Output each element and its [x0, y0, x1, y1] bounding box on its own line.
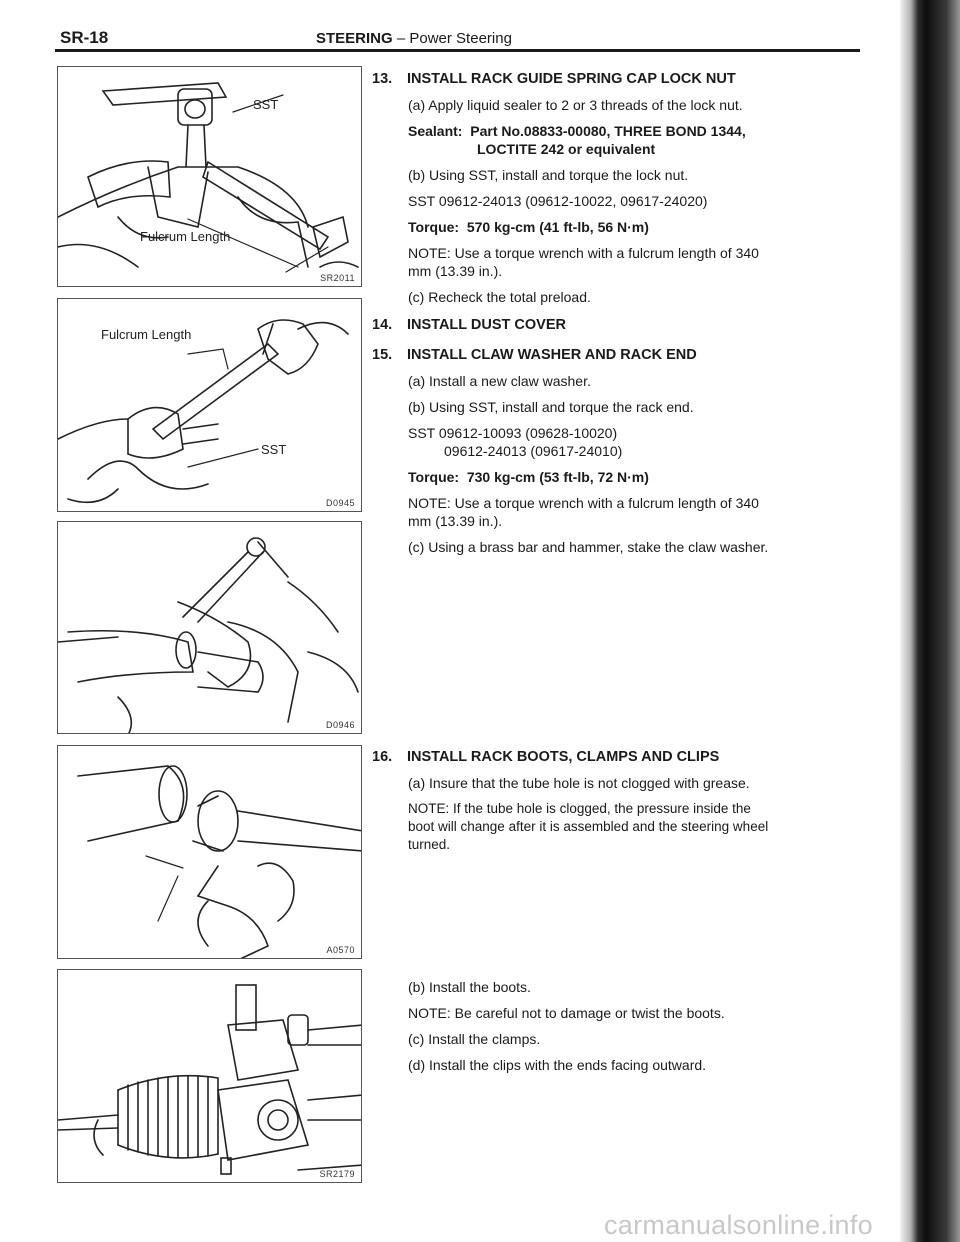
figure-label-fulcrum: Fulcrum Length	[140, 229, 231, 244]
step-15-note-2: mm (13.39 in.).	[408, 513, 503, 529]
step-number: 15.	[372, 347, 393, 363]
step-16-note: NOTE: If the tube hole is clogged, the pressure inside the	[408, 801, 751, 816]
step-13-b: (b) Using SST, install and torque the lock nut.	[408, 167, 689, 183]
step-15-sst: SST 09612-10093 (09628-10020)	[408, 425, 618, 441]
stake-claw-washer-illustration	[58, 522, 362, 734]
rack-boot-assembly-illustration	[58, 970, 362, 1183]
page-title	[316, 30, 512, 47]
step-16-note-2: boot will change after it is assembled and the steering wheel	[408, 819, 769, 834]
figure-code: D0945	[325, 498, 355, 508]
subsection-title: – Power Steering	[396, 30, 512, 47]
figure-rack-end	[57, 298, 362, 512]
step-16-c: (c) Install the clamps.	[408, 1031, 541, 1047]
watermark: carmanualsonline.info	[604, 1210, 873, 1240]
step-14-title	[372, 316, 566, 334]
step-15-note: NOTE: Use a torque wrench with a fulcrum length of 340	[408, 495, 759, 511]
page-code: SR-18	[60, 28, 109, 47]
step-number: 14.	[372, 317, 393, 333]
torque-label: Torque:	[408, 469, 460, 485]
step-13-title	[372, 70, 736, 88]
step-title: INSTALL DUST COVER	[407, 317, 566, 333]
sealant-label: Sealant:	[408, 123, 463, 139]
step-number: 13.	[372, 71, 393, 87]
step-13-sealant-2: LOCTITE 242 or equivalent	[477, 141, 656, 157]
step-title: INSTALL RACK GUIDE SPRING CAP LOCK NUT	[407, 71, 736, 87]
step-15-title	[372, 346, 697, 364]
lock-nut-wrench-illustration	[58, 67, 362, 287]
step-15-c: (c) Using a brass bar and hammer, stake the claw washer.	[408, 539, 769, 555]
step-15-torque	[408, 468, 649, 486]
tube-hole-check-illustration	[58, 746, 362, 959]
step-title: INSTALL RACK BOOTS, CLAMPS AND CLIPS	[407, 749, 720, 765]
step-13-sealant	[408, 122, 746, 140]
step-title: INSTALL CLAW WASHER AND RACK END	[407, 347, 697, 363]
figure-label-sst: SST	[253, 97, 279, 112]
step-15-a: (a) Install a new claw washer.	[408, 373, 591, 389]
torque-label: Torque:	[408, 219, 460, 235]
figure-label-sst: SST	[261, 442, 287, 457]
step-13-a: (a) Apply liquid sealer to 2 or 3 threads of the lock nut.	[408, 97, 743, 113]
sealant-value-1: Part No.08833-00080, THREE BOND 1344,	[470, 123, 746, 139]
step-13-note-2: mm (13.39 in.).	[408, 263, 503, 279]
step-16-note-3: turned.	[408, 837, 451, 852]
step-13-note: NOTE: Use a torque wrench with a fulcrum length of 340	[408, 245, 759, 261]
header-rule	[55, 49, 860, 52]
step-16-a: (a) Insure that the tube hole is not clogged with grease.	[408, 775, 750, 791]
step-16-title	[372, 748, 719, 766]
step-16-b: (b) Install the boots.	[408, 979, 531, 995]
figure-lock-nut	[57, 66, 362, 287]
binding-shadow	[926, 0, 960, 1242]
figure-stake-washer	[57, 521, 362, 734]
figure-code: SR2179	[319, 1169, 355, 1179]
figure-label-fulcrum: Fulcrum Length	[101, 327, 192, 342]
torque-value: 730 kg-cm (53 ft-lb, 72 N·m)	[466, 469, 649, 485]
step-16-d: (d) Install the clips with the ends facing outward.	[408, 1057, 707, 1073]
figure-code: SR2011	[320, 273, 355, 283]
step-13-torque	[408, 218, 649, 236]
figure-rack-boot	[57, 969, 362, 1183]
step-15-sst-2: 09612-24013 (09617-24010)	[444, 443, 623, 459]
figure-tube-hole	[57, 745, 362, 959]
step-16-note-b: NOTE: Be careful not to damage or twist the boots.	[408, 1005, 725, 1021]
step-13-sst: SST 09612-24013 (09612-10022, 09617-24020)	[408, 193, 708, 209]
figure-code: D0946	[325, 720, 355, 730]
step-number: 16.	[372, 749, 393, 765]
binding-spine	[900, 0, 926, 1242]
step-15-b: (b) Using SST, install and torque the rack end.	[408, 399, 694, 415]
figure-code: A0570	[326, 945, 355, 955]
torque-value: 570 kg-cm (41 ft-lb, 56 N·m)	[466, 219, 649, 235]
step-13-c: (c) Recheck the total preload.	[408, 289, 591, 305]
section-title: STEERING	[316, 30, 393, 47]
